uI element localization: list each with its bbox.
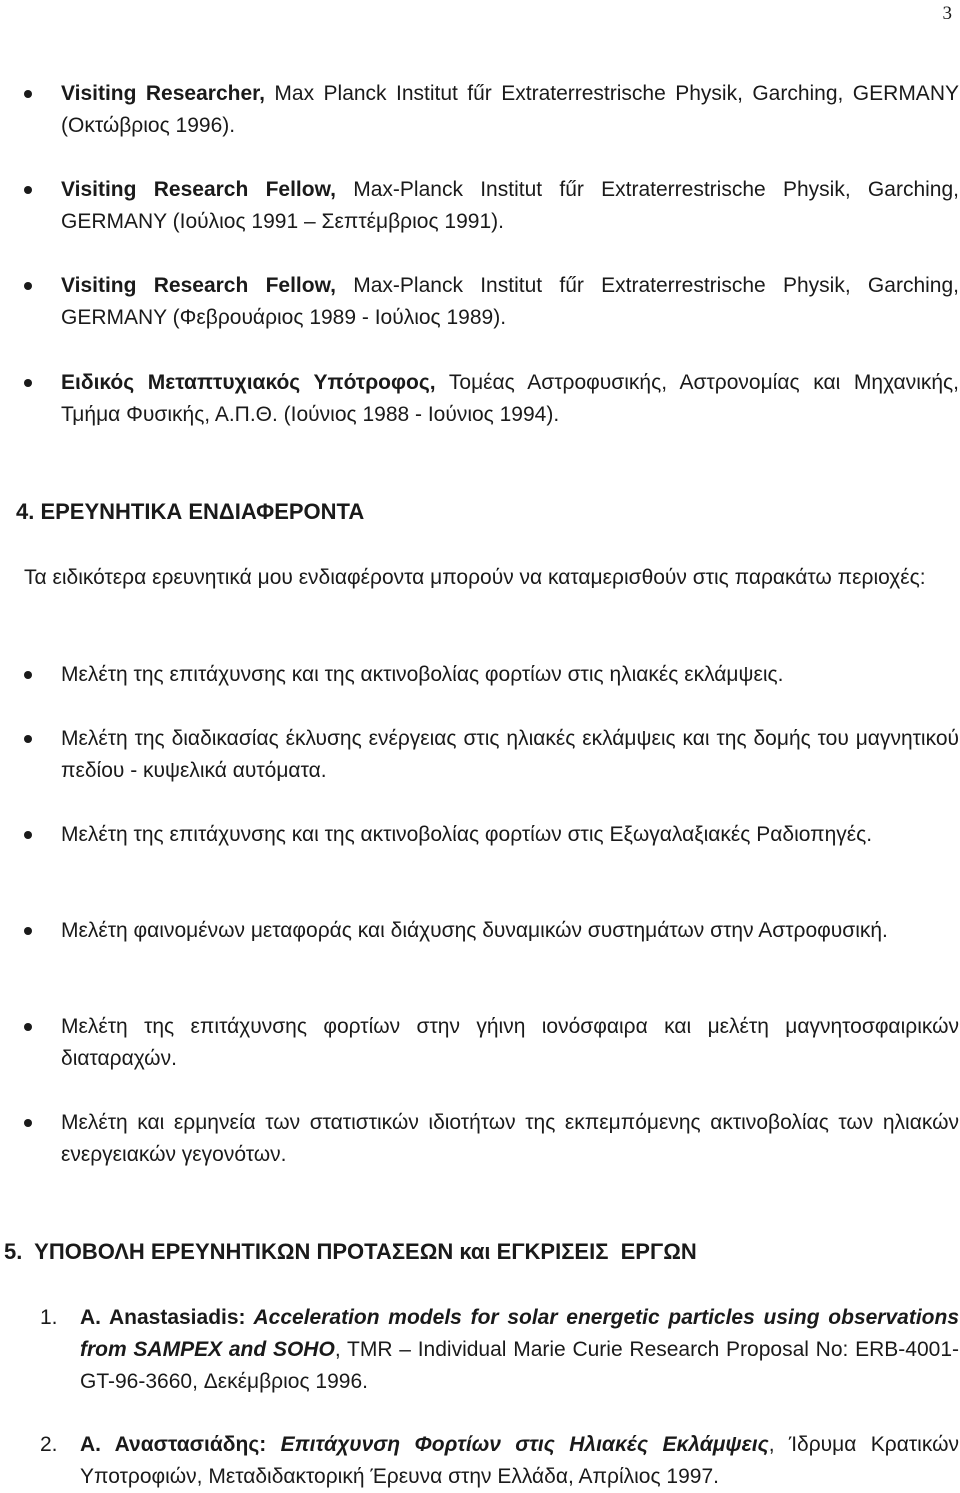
bullet-icon xyxy=(24,379,32,387)
list-item xyxy=(0,723,960,787)
list-item xyxy=(0,1302,960,1398)
proposal-detail: , Ίδρυμα Κρατικών Υποτροφιών, Μεταδιδακτορική Έρευνα στην Ελλάδα, Απρίλιος 1997. xyxy=(80,1433,959,1488)
bullet-icon xyxy=(24,90,32,98)
proposal-author: A. Anastasiadis: xyxy=(80,1306,246,1329)
bullet-icon xyxy=(24,282,32,290)
position-title: Ειδικός Μεταπτυχιακός Υπότροφος, xyxy=(61,371,436,394)
bullet-icon xyxy=(24,1023,32,1031)
page-number: 3 xyxy=(942,3,952,24)
bullet-icon xyxy=(24,927,32,935)
bullet-icon xyxy=(24,186,32,194)
section-heading-research-interests: 4. ΕΡΕΥΝΗΤΙΚΑ ΕΝΔΙΑΦΕΡΟΝΤΑ xyxy=(16,499,365,524)
list-item xyxy=(0,1429,960,1493)
list-item-text xyxy=(61,367,959,431)
list-item xyxy=(0,174,960,238)
proposal-detail: , TMR – Individual Marie Curie Research Proposal No: ERB-4001-GT-96-3660, Δεκέμβριος 1996. xyxy=(80,1338,960,1393)
list-item-text: Μελέτη και ερμηνεία των στατιστικών ιδιοτήτων της εκπεμπόμενης ακτινοβολίας των ηλιακών ενεργειακών γεγονότων. xyxy=(61,1111,959,1166)
list-item xyxy=(0,367,960,431)
list-item-text: Μελέτη της επιτάχυνσης και της ακτινοβολίας φορτίων στις Εξωγαλαξιακές Ραδιοπηγές. xyxy=(61,823,873,846)
list-item-text xyxy=(80,1302,959,1398)
list-item-text xyxy=(61,78,959,142)
list-item-text xyxy=(61,174,959,238)
list-item xyxy=(0,1011,960,1075)
list-item xyxy=(0,1107,960,1171)
list-item xyxy=(0,819,960,851)
list-item xyxy=(0,78,960,142)
list-item-text: Μελέτη της επιτάχυνσης και της ακτινοβολίας φορτίων στις ηλιακές εκλάμψεις. xyxy=(61,663,784,686)
proposal-title: Επιτάχυνση Φορτίων στις Ηλιακές Εκλάμψεις xyxy=(266,1433,769,1456)
proposal-title: Acceleration models for solar energetic particles using observations from SAMPEX and SOHO xyxy=(80,1306,960,1361)
position-title: Visiting Research Fellow, xyxy=(61,274,336,297)
list-item-text: Μελέτη της επιτάχυνσης φορτίων στην γήινη ιονόσφαιρα και μελέτη μαγνητοσφαιρικών διαταραχών. xyxy=(61,1015,959,1070)
bullet-icon xyxy=(24,831,32,839)
list-item xyxy=(0,659,960,691)
list-item xyxy=(0,915,960,947)
position-detail: Max-Planck Institut fűr Extraterrestrische Physik, Garching, GERMANY (Φεβρουάριος 1989 - Ιούλιος 1989). xyxy=(61,274,959,329)
item-number: 1. xyxy=(40,1306,58,1329)
proposal-author: Α. Αναστασιάδης: xyxy=(80,1433,267,1456)
bullet-icon xyxy=(24,671,32,679)
bullet-icon xyxy=(24,735,32,743)
position-detail: Τομέας Αστροφυσικής, Αστρονομίας και Μηχανικής, Τμήμα Φυσικής, Α.Π.Θ. (Ιούνιος 1988 - Ιούνιος 1994). xyxy=(61,371,959,426)
list-item-text: Μελέτη φαινομένων μεταφοράς και διάχυσης δυναμικών συστημάτων στην Αστροφυσική. xyxy=(61,919,888,942)
section-heading-research-proposals: 5. ΥΠΟΒΟΛΗ ΕΡΕΥΝΗΤΙΚΩΝ ΠΡΟΤΑΣΕΩΝ και ΕΓΚΡΙΣΕΙΣ ΕΡΓΩΝ xyxy=(4,1239,697,1264)
list-item-text xyxy=(80,1429,959,1493)
list-item-text xyxy=(61,270,959,334)
position-detail: Max Planck Institut fűr Extraterrestrische Physik, Garching, GERMANY (Οκτώβριος 1996). xyxy=(61,82,959,137)
bullet-icon xyxy=(24,1119,32,1127)
section-intro: Τα ειδικότερα ερευνητικά μου ενδιαφέροντα μπορούν να καταμερισθούν στις παρακάτω περιοχές: xyxy=(24,566,926,589)
position-detail: Max-Planck Institut fűr Extraterrestrische Physik, Garching, GERMANY (Ιούλιος 1991 – Σεπτέμβριος 1991). xyxy=(61,178,959,233)
item-number: 2. xyxy=(40,1433,58,1456)
position-title: Visiting Research Fellow, xyxy=(61,178,336,201)
list-item xyxy=(0,270,960,334)
list-item-text: Μελέτη της διαδικασίας έκλυσης ενέργειας στις ηλιακές εκλάμψεις και της δομής του μαγνητικού πεδίου - κυψελικά αυτόματα. xyxy=(61,727,959,782)
position-title: Visiting Researcher, xyxy=(61,82,265,105)
